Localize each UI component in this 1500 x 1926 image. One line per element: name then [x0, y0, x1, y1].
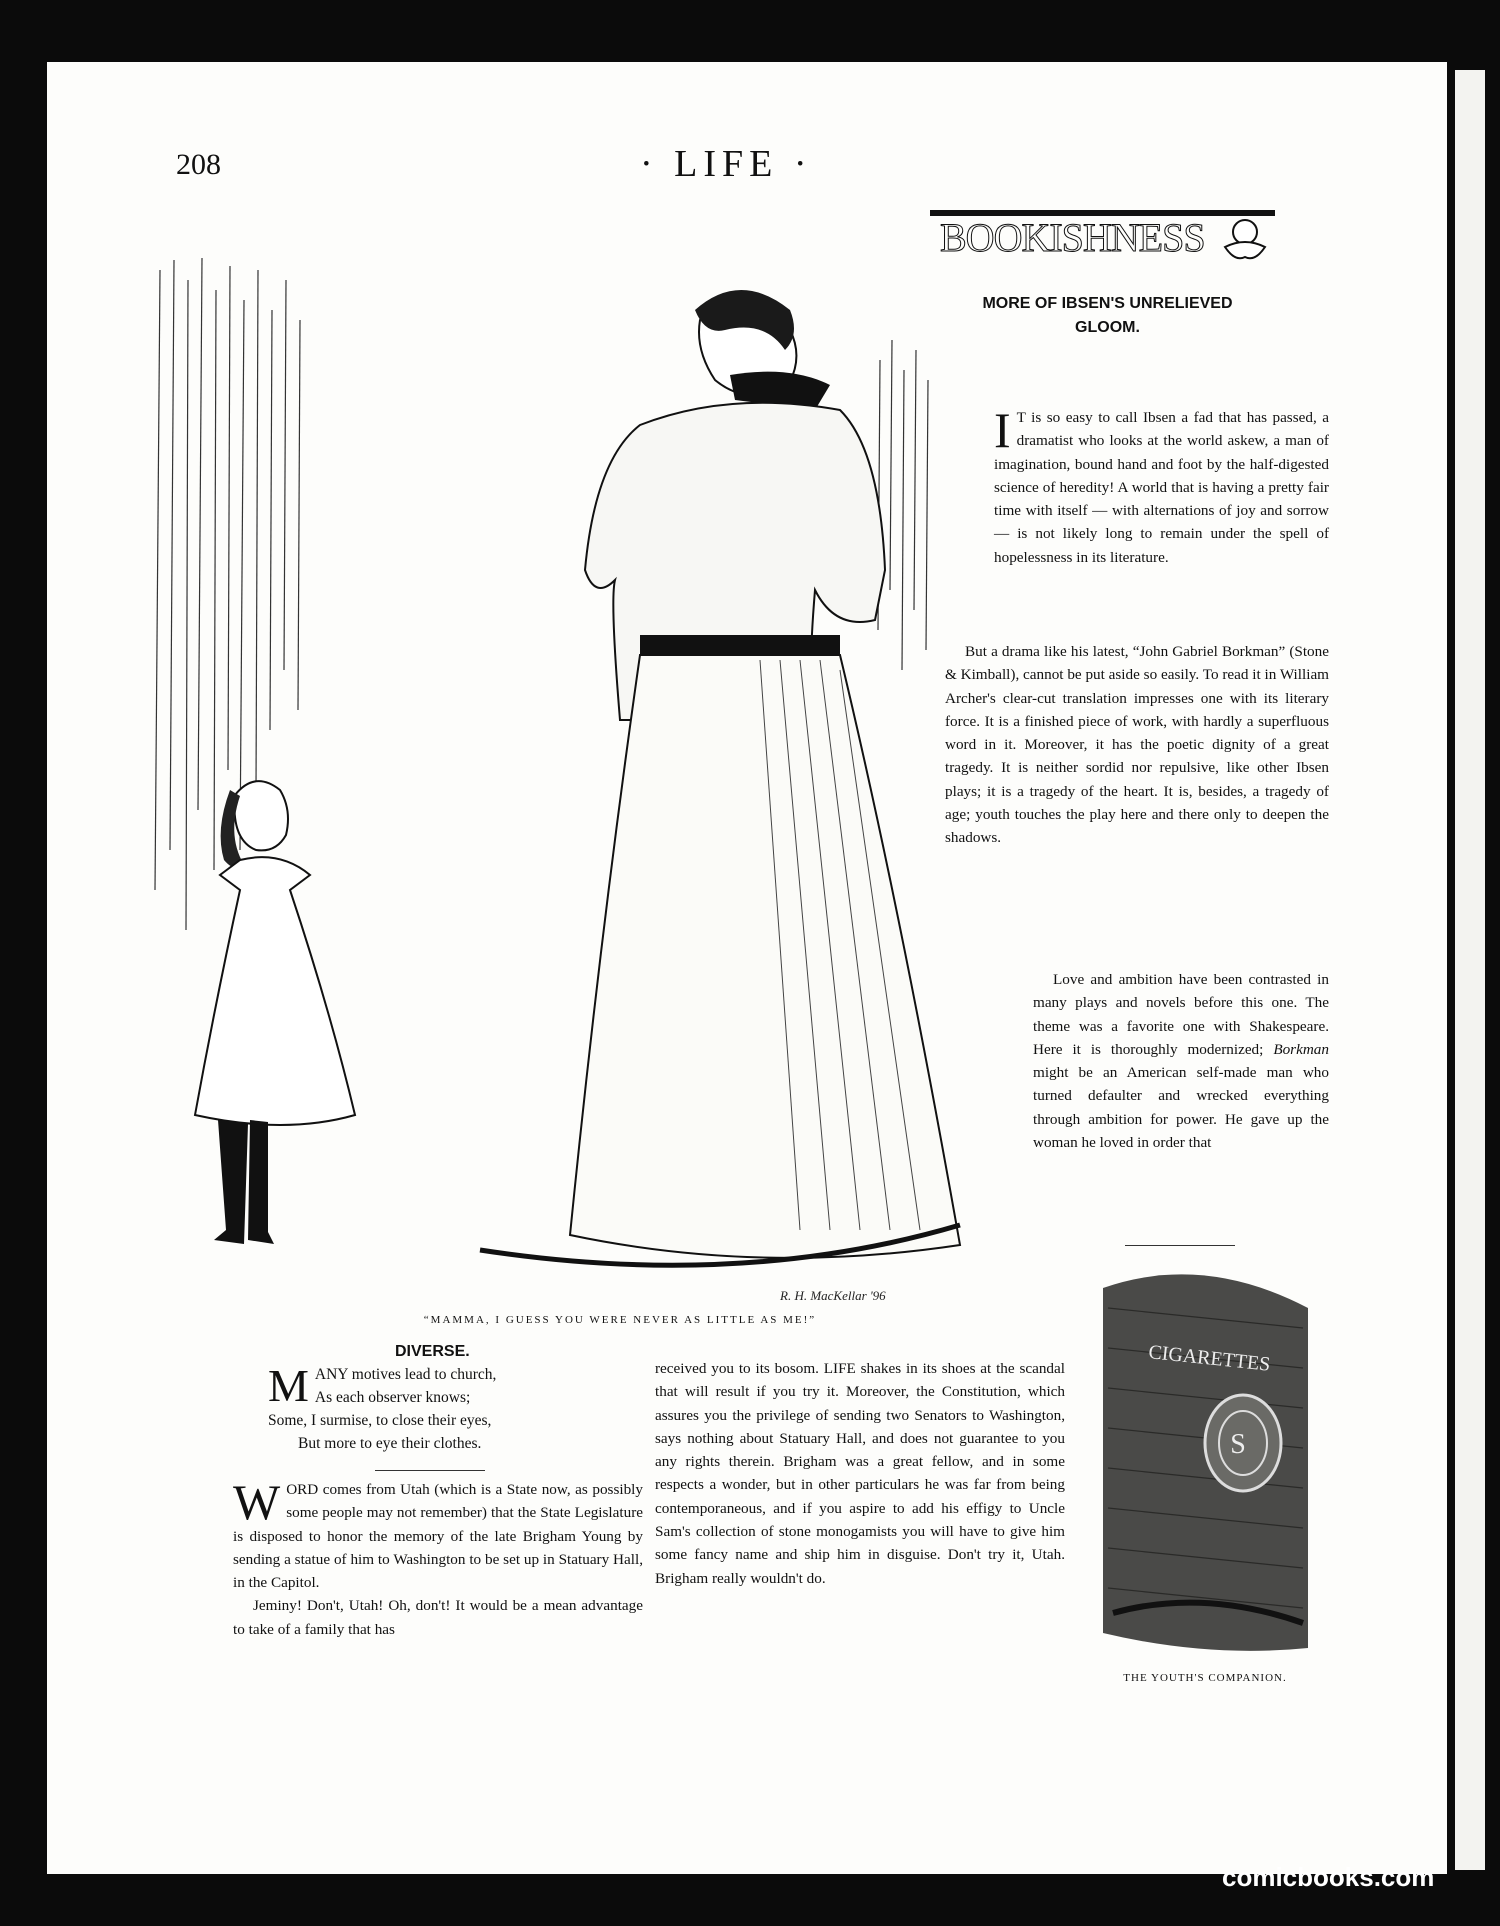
utah-p3: received you to its bosom. LIFE shakes in its shoes at the scandal that will result if you try it. Moreover, the Constitution, which assures you the privilege of sending two Senators to Washington, says nothing about Statuary Hall, and does not guarantee to you any rights therein. Brigham was a great fellow, and in some respects a wonder, but in other particulars he was far from being contemporaneous, and if you aspire to add his effigy to Uncle Sam's collection of stone monogamists you will have to give him some fancy name and ship him in disguise. Don't try it, Utah. Brigham really wouldn't do.: [655, 1360, 1065, 1587]
poem-line: ANY motives lead to church,: [314, 1366, 497, 1383]
utah-p1: ORD comes from Utah (which is a State now, as possibly some people may not remember) that the State Legislature is disposed to honor the memory of the late Brigham Young by sending a statue of him to Washington to be set up in Statuary Hall, in the Capitol.: [233, 1481, 643, 1592]
poem-line: But more to eye their clothes.: [298, 1435, 482, 1452]
poem-body: [268, 1360, 608, 1455]
masthead: · LIFE ·: [640, 143, 813, 185]
watermark: comicbooks.com: [1222, 1862, 1435, 1892]
mother-figure: [480, 290, 960, 1265]
illustration-caption: “MAMMA, I GUESS YOU WERE NEVER AS LITTLE AS ME!”: [423, 1314, 817, 1326]
article-p3-italic: Borkman: [1273, 1040, 1329, 1058]
header-logo-text: BOOKISHNESS: [940, 215, 1205, 260]
article-title-line-1: MORE OF IBSEN'S UNRELIEVED: [982, 295, 1233, 312]
article-paragraph-3: [1033, 968, 1329, 1154]
poem-line: Some, I surmise, to close their eyes,: [268, 1412, 492, 1429]
bookishness-header: [930, 210, 1275, 266]
ad-caption: THE YOUTH'S COMPANION.: [1123, 1672, 1287, 1684]
ad-label: CIGARETTES: [1147, 1341, 1272, 1376]
article-p3-text-end: might be an American self-made man who turned defaulter and wrecked everything through ambition for power. He gave up the woman he loved in order that: [1033, 1064, 1329, 1152]
page-number: 208: [176, 148, 221, 181]
article-p3: [1033, 968, 1329, 1154]
article-p2: But a drama like his latest, “John Gabriel Borkman” (Stone & Kimball), cannot be put aside so easily. To read it in William Archer's clear-cut translation impresses one with its literary force. It is a finished piece of work, with hardly a superfluous word in it. Moreover, it has the poetic dignity of a great tragedy. It is neither sordid nor repulsive, like other Ibsen plays; it is a tragedy of the heart. It is, besides, a tragedy of age; youth touches the play here and there only to deepen the shadows.: [945, 643, 1329, 847]
divider: [375, 1470, 485, 1471]
facing-page-edge: [1455, 70, 1485, 1870]
cherub-icon: [1215, 212, 1275, 262]
poem-dropcap: M: [268, 1360, 309, 1411]
child-figure: [195, 781, 355, 1244]
cigarette-case-illustration: [1088, 1268, 1328, 1663]
utah-p2: Jeminy! Don't, Utah! Oh, don't! It would be a mean advantage to take of a family that has: [233, 1597, 643, 1638]
illustration-mother-and-child: [140, 250, 1020, 1310]
article-p1: T is so easy to call Ibsen a fad that has passed, a dramatist who looks at the world askew, a man of imagination, bound hand and foot by the half-digested science of heredity! A world that is having a pretty fair time with itself — with alternations of joy and sorrow — is not likely long to remain under the spell of hopelessness in its literature.: [994, 409, 1329, 566]
utah-dropcap: W: [233, 1474, 281, 1530]
article-paragraph-1: [994, 402, 1329, 569]
article-p3-text: Love and ambition have been contrasted in many plays and novels before this one. The theme was a favorite one with Shakespeare. Here it is thoroughly modernized;: [1033, 971, 1329, 1058]
article-title: [935, 292, 1280, 340]
article-title-line-2: GLOOM.: [1075, 319, 1140, 336]
divider: [1125, 1245, 1235, 1246]
poem-title: DIVERSE.: [395, 1343, 470, 1360]
poem-line: As each observer knows;: [314, 1389, 471, 1406]
article-dropcap: I: [994, 402, 1011, 458]
svg-text:S: S: [1230, 1429, 1246, 1460]
utah-article-column-2: [655, 1357, 1065, 1590]
utah-article-column-1: [233, 1474, 643, 1641]
article-paragraph-2: [945, 640, 1329, 850]
svg-text:R. H. MacKellar '96: R. H. MacKellar '96: [780, 1288, 886, 1303]
